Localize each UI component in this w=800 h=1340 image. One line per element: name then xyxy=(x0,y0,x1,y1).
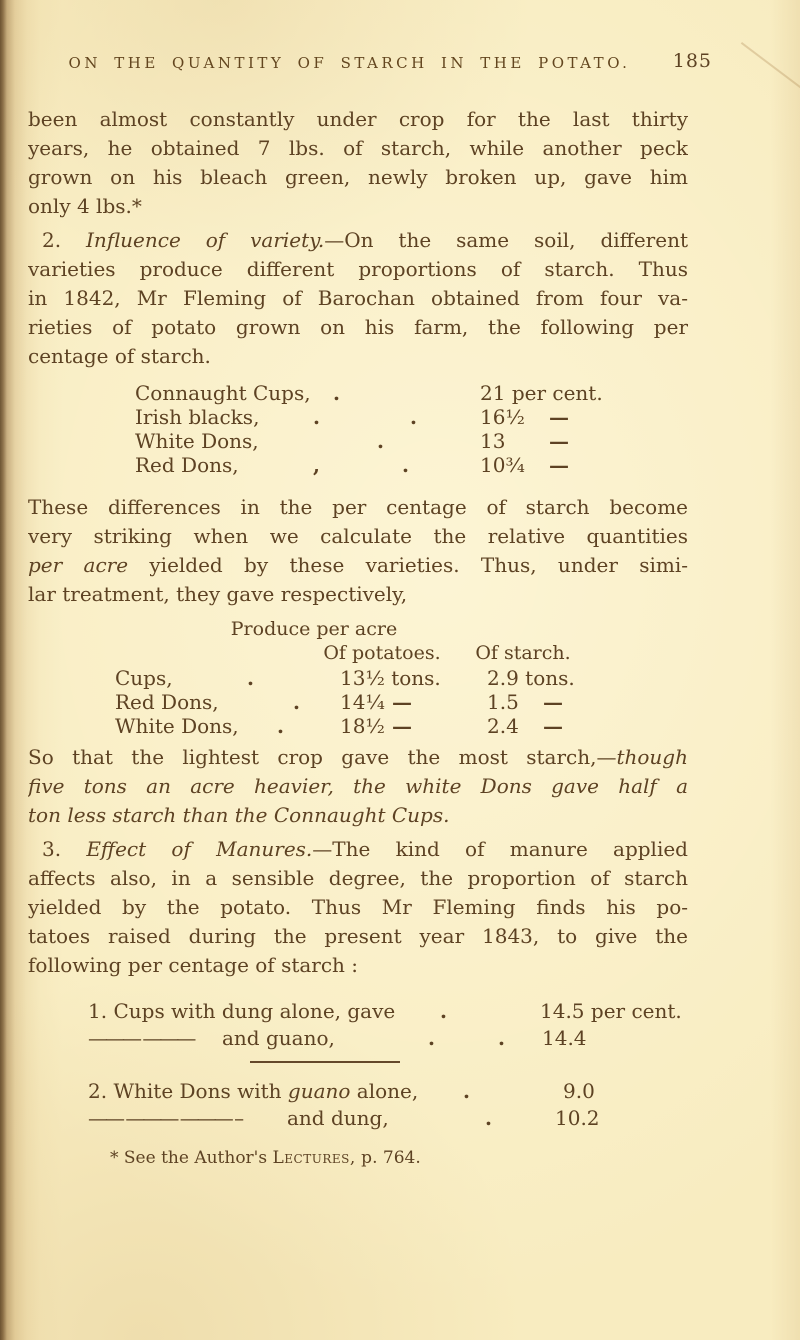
table-row xyxy=(115,714,695,738)
italic-phrase: Influence of variety. xyxy=(86,228,325,252)
text-line: yielded by the potato. Thus Mr Fleming finds his po- xyxy=(28,895,688,919)
dot-leader: . xyxy=(485,1106,492,1130)
row-value: 10.2 xyxy=(555,1106,600,1130)
row-label: Cups with dung alone, gave xyxy=(107,999,396,1023)
footnote-asterisk: * xyxy=(110,1148,119,1168)
italic-phrase: Effect of Manures. xyxy=(86,837,313,861)
list-row xyxy=(135,405,675,429)
row-value: 10¾ xyxy=(480,453,525,477)
text-line: affects also, in a sensible degree, the proportion of starch xyxy=(28,866,688,890)
text-line xyxy=(28,551,688,580)
row-label: White Dons, xyxy=(115,714,239,738)
value-number: 2.9 xyxy=(487,666,519,690)
text-line: tatoes raised during the present year 1843, to give the xyxy=(28,924,688,948)
value-number: 21 xyxy=(480,381,506,405)
dot-leader: . xyxy=(333,381,340,405)
italic-phrase: though xyxy=(616,745,688,769)
italic-word: guano xyxy=(287,1079,351,1103)
ditto-dash: — xyxy=(543,690,563,714)
paragraph-2 xyxy=(28,226,688,371)
list-row xyxy=(88,998,728,1025)
item-number: 2. xyxy=(42,228,87,252)
starch-value xyxy=(487,666,575,690)
row-value: 16½ xyxy=(480,405,525,429)
text-line: in 1842, Mr Fleming of Barochan obtained from four va- xyxy=(28,286,688,310)
row-label: Irish blacks, xyxy=(135,405,260,429)
row-label: Red Dons, xyxy=(135,453,239,477)
page-number: 185 xyxy=(672,50,712,72)
text-run: yielded by these varieties. Thus, under simi- xyxy=(128,553,688,577)
row-label: Red Dons, xyxy=(115,690,219,714)
row-label: Cups, xyxy=(115,666,173,690)
list-row xyxy=(135,381,675,405)
text-line: five tons an acre heavier, the white Dons gave half a xyxy=(28,774,688,798)
running-head-title: ON THE QUANTITY OF STARCH IN THE POTATO. xyxy=(68,54,631,72)
item-number: 2. xyxy=(88,1079,108,1103)
text-line xyxy=(28,835,688,864)
divider-rule xyxy=(250,1061,400,1063)
potatoes-value xyxy=(340,666,441,690)
paper-crease xyxy=(741,42,800,107)
text-line: centage of starch. xyxy=(28,344,211,368)
list-row xyxy=(88,1025,728,1052)
ditto-dash: — xyxy=(543,714,563,738)
text-run: —The kind of manure applied xyxy=(312,837,688,861)
item-number: 3. xyxy=(42,837,87,861)
text-line: following per centage of starch : xyxy=(28,953,359,977)
starch-value: 1.5 xyxy=(487,690,519,714)
row-label: White Dons, xyxy=(135,429,259,453)
text-line: ton less starch than the Connaught Cups. xyxy=(28,803,450,827)
row-label: Connaught Cups, xyxy=(135,381,311,405)
list-row xyxy=(88,1078,728,1105)
table-row xyxy=(115,690,695,714)
running-head xyxy=(28,50,712,76)
ditto-dash: — xyxy=(549,453,569,477)
value-unit: per cent. xyxy=(511,381,603,405)
text-line xyxy=(28,226,688,255)
text-line: lar treatment, they gave respectively, xyxy=(28,582,408,606)
potatoes-value: 18½ xyxy=(340,714,385,738)
dot-leader: , xyxy=(313,453,320,477)
ditto-dash: — xyxy=(549,429,569,453)
list-row xyxy=(88,1105,728,1132)
row-label: and dung, xyxy=(287,1106,389,1130)
row-value xyxy=(480,381,603,405)
text-line: These differences in the per centage of starch become xyxy=(28,495,688,519)
row-value: 14.4 xyxy=(542,1026,587,1050)
text-line: years, he obtained 7 lbs. of starch, while another peck xyxy=(28,136,688,160)
paragraph-4 xyxy=(28,743,688,830)
table-row xyxy=(115,666,695,690)
dot-leader: . xyxy=(428,1026,435,1050)
list-row xyxy=(135,453,675,477)
value-number: 13½ xyxy=(340,666,385,690)
value-unit: tons. xyxy=(391,666,441,690)
dot-leader: . xyxy=(410,405,417,429)
paragraph-3 xyxy=(28,493,688,609)
text-line: grown on his bleach green, newly broken up, gave him xyxy=(28,165,688,189)
row-value: 13 xyxy=(480,429,506,453)
column-header-potatoes: Of potatoes. xyxy=(323,642,441,664)
italic-phrase: per acre xyxy=(28,553,129,577)
variety-percent-list xyxy=(135,381,675,477)
dot-leader: . xyxy=(247,666,254,690)
text-line: been almost constantly under crop for the last thirty xyxy=(28,107,688,131)
dot-leader: . xyxy=(377,429,384,453)
list-row xyxy=(135,429,675,453)
footnote xyxy=(110,1148,421,1168)
value-number: 14.5 xyxy=(540,999,585,1023)
text-line: rieties of potato grown on his farm, the following per xyxy=(28,315,688,339)
paragraph-1 xyxy=(28,105,688,221)
dot-leader: . xyxy=(313,405,320,429)
potatoes-value: 14¼ xyxy=(340,690,385,714)
footnote-smallcaps: Lectures, xyxy=(272,1148,356,1168)
paragraph-5 xyxy=(28,835,688,980)
row-value: 9.0 xyxy=(563,1079,595,1103)
row-label: alone, xyxy=(350,1079,419,1103)
text-line xyxy=(28,743,688,772)
table-title: Produce per acre xyxy=(230,618,398,640)
row-label: and guano, xyxy=(222,1026,335,1050)
ditto-dashes: ——— ——— xyxy=(88,1026,194,1050)
dot-leader: . xyxy=(402,453,409,477)
starch-value: 2.4 xyxy=(487,714,519,738)
dot-leader: . xyxy=(293,690,300,714)
text-run: —On the same soil, different xyxy=(324,228,688,252)
item-number: 1. xyxy=(88,999,108,1023)
dot-leader: . xyxy=(498,1026,505,1050)
text-line: only 4 lbs.* xyxy=(28,194,142,218)
row-value xyxy=(540,998,682,1025)
ditto-dashes: —— ——— ——— – xyxy=(88,1106,242,1130)
value-unit: tons. xyxy=(525,666,575,690)
dot-leader: . xyxy=(440,999,447,1023)
footnote-text: p. 764. xyxy=(355,1148,421,1168)
text-line: very striking when we calculate the relative quantities xyxy=(28,524,688,548)
dot-leader: . xyxy=(463,1079,470,1103)
ditto-dash: — xyxy=(392,714,412,738)
column-header-starch: Of starch. xyxy=(475,642,571,664)
text-run: So that the lightest crop gave the most starch,— xyxy=(28,745,617,769)
footnote-text: See the Author's xyxy=(118,1148,273,1168)
ditto-dash: — xyxy=(392,690,412,714)
value-unit: per cent. xyxy=(584,999,682,1023)
row-label: White Dons with xyxy=(107,1079,288,1103)
text-line: varieties produce different proportions of starch. Thus xyxy=(28,257,688,281)
dot-leader: . xyxy=(277,714,284,738)
ditto-dash: — xyxy=(549,405,569,429)
